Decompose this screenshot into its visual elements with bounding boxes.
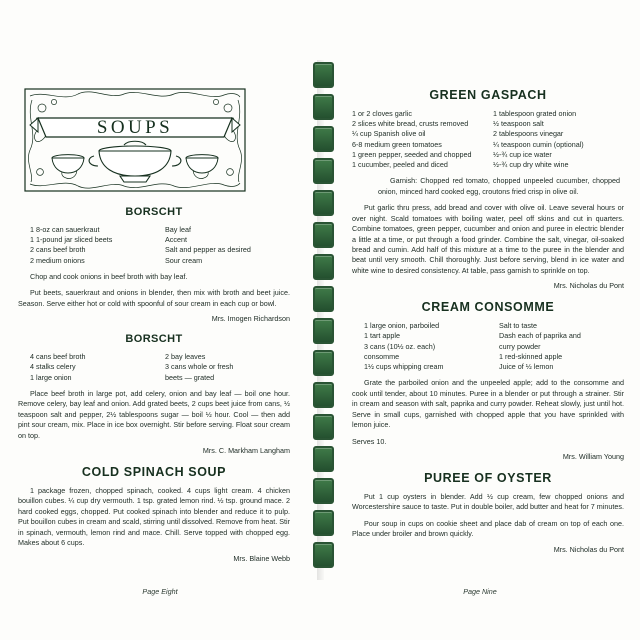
ingredients-column-left xyxy=(30,352,155,383)
recipe-paragraph: Put 1 cup oysters in blender. Add ½ cup cream, few chopped onions and Worcestershire sauce to taste. Put in double boiler, add butter and heat for 7 minutes. xyxy=(352,491,624,512)
recipe-credit: Mrs. Imogen Richardson xyxy=(211,314,290,324)
spiral-binding xyxy=(305,60,335,580)
ingredients-column-left xyxy=(352,109,483,170)
binding-coil xyxy=(313,478,334,504)
ingredient-item: Accent xyxy=(165,235,187,245)
ingredient-item: ½-¾ cup dry white wine xyxy=(493,160,569,170)
binding-coil xyxy=(313,542,334,568)
ingredients-column-right xyxy=(499,321,624,372)
ingredient-item: beets — grated xyxy=(165,372,215,382)
ingredient-item: 1 or 2 cloves garlic xyxy=(352,109,412,118)
recipe-paragraph: 1 package frozen, chopped spinach, cooked. 4 cups light cream. 4 chicken bouillon cubes. ¼ cup dry vermouth. 1 tsp. grated lemon rind. ½ tsp. ground mace. 2 hard cooked eggs, chopped. Put cooked spinach into blender and reduce it to pulp. Put bouillon cubes in cream and scald, stirring until dissolved. Remove from heat. Stir in spinach, vermouth, lemon rind and mace. Chill. Serve topped with chopped egg. Makes about 6 cups. xyxy=(18,486,290,548)
recipe-title: BORSCHT xyxy=(125,206,183,218)
recipe-paragraph: Pour soup in cups on cookie sheet and place dab of cream on top of each one. Place under broiler and brown quickly. xyxy=(352,518,624,539)
ingredient-item: 1 large onion, parboiled xyxy=(364,321,440,331)
recipe-garnish: Garnish: Chopped red tomato, chopped unpeeled cucumber, chopped onion, minced hard cooked egg, croutons fried crisp in olive oil. xyxy=(378,176,620,196)
recipe-paragraph: Put beets, sauerkraut and onions in blender, then mix with broth and beet juice. Season. Serve either hot or cold with spoonful of sour cream in each cup or bowl. xyxy=(18,288,290,308)
ingredient-item: Sour cream xyxy=(165,255,203,265)
recipe-credit: Mrs. Blaine Webb xyxy=(233,553,290,563)
ingredient-item: 1 cucumber, peeled and diced xyxy=(352,160,448,170)
ingredient-item: ½ teaspoon salt xyxy=(493,119,544,129)
soups-banner-illustration xyxy=(24,88,246,192)
ingredient-item: consomme xyxy=(364,351,400,361)
ingredient-item: ¼ cup Spanish olive oil xyxy=(352,129,426,139)
recipe-title: GREEN GASPACH xyxy=(429,88,547,102)
recipe-credit: Mrs. Nicholas du Pont xyxy=(553,281,624,291)
ingredient-item: 1 tart apple xyxy=(364,331,400,341)
ingredient-item: 1 red-skinned apple xyxy=(499,351,563,361)
ingredients-column-right xyxy=(493,109,624,170)
svg-text:SOUPS: SOUPS xyxy=(96,117,174,138)
binding-coil xyxy=(313,350,334,376)
recipe-title: COLD SPINACH SOUP xyxy=(81,465,227,480)
ingredient-item: Dash each of paprika and xyxy=(499,331,581,341)
ingredients-column-right xyxy=(165,225,290,266)
ingredient-columns xyxy=(352,109,624,170)
ingredient-item: 4 cans beef broth xyxy=(30,352,86,362)
recipe-title: PUREE OF OYSTER xyxy=(424,470,552,485)
binding-coil xyxy=(313,382,334,408)
ingredient-item: 3 cans (10½ oz. each) xyxy=(364,341,436,351)
ingredient-item: 1 green pepper, seeded and chopped xyxy=(352,149,472,159)
recipe-credit: Mrs. Nicholas du Pont xyxy=(553,544,624,554)
ingredient-item: 2 tablespoons vinegar xyxy=(493,129,564,139)
ingredient-item: 1 8-oz can sauerkraut xyxy=(30,225,100,234)
right-page-content xyxy=(352,88,624,556)
recipe-paragraph: Chop and cook onions in beef broth with bay leaf. xyxy=(30,271,188,281)
recipe-paragraph: Place beef broth in large pot, add celery, onion and bay leaf — boil one hour. Remove celery, bay leaf and onion. Add grated beets, 2 cups beet juice from cans, ½ teaspoon salt and pepper, 2½ tablespoons sugar — boil ½ hour. Cool — then add pint sour cream, mix. Place in ice box overnight. Stir before serving. Float sour cream on top. xyxy=(18,388,290,440)
ingredient-item: 2 bay leaves xyxy=(165,352,206,362)
left-page-content xyxy=(18,88,290,565)
ingredient-item: 1 1-pound jar sliced beets xyxy=(30,235,113,245)
ingredient-item: Bay leaf xyxy=(165,225,191,234)
ingredient-columns xyxy=(352,321,624,372)
ingredients-column-left xyxy=(364,321,489,372)
ingredients-column-left xyxy=(30,225,155,266)
binding-coil xyxy=(313,414,334,440)
folio-left: Page Eight xyxy=(142,587,178,596)
recipe-title: CREAM CONSOMME xyxy=(421,300,555,315)
binding-coil xyxy=(313,62,334,88)
binding-coil xyxy=(313,254,334,280)
ingredient-item: 1 large onion xyxy=(30,372,72,382)
ingredient-item: ¼ teaspoon cumin (optional) xyxy=(493,139,584,149)
recipe-paragraph: Grate the parboiled onion and the unpeeled apple; add to the consomme and cook until tender, about 10 minutes. Puree in a blender or put through a strainer. Stir in cream and season with salt, paprika and curry powder. Reheat slowly, just until hot. Serve in small cups, garnished with chopped apple that you have sprinkled with lemon juice. xyxy=(352,378,624,430)
ingredient-columns xyxy=(18,352,290,383)
ingredients-column-right xyxy=(165,352,290,383)
binding-coil xyxy=(313,318,334,344)
ingredient-item: 2 medium onions xyxy=(30,255,85,265)
recipe-paragraph: Put garlic thru press, add bread and cover with olive oil. Leave several hours or over night. Scald tomatoes with boiling water, peel off skins and cut in quarters. Combine tomatoes, green pepper, cucumber and onion and puree in electric blender a little at a time, or put through a food grinder. Combine the salt, vinegar, oil-soaked bread and cumin. Add half of this mixture at a time to the puree in the blender and beat until very smooth. Chill thoroughly. Just before serving, blend in ice water and white wine to desired consistency. At table, pass garnish to sprinkle on top. xyxy=(352,203,624,275)
binding-coil xyxy=(313,222,334,248)
binding-coil xyxy=(313,94,334,120)
binding-coil xyxy=(313,446,334,472)
ingredient-item: 4 stalks celery xyxy=(30,362,76,372)
ingredient-columns xyxy=(18,225,290,266)
ingredient-item: 3 cans whole or fresh xyxy=(165,362,234,372)
ingredient-item: Salt and pepper as desired xyxy=(165,245,251,255)
binding-coil xyxy=(313,510,334,536)
ingredient-item: 6-8 medium green tomatoes xyxy=(352,139,442,149)
ingredient-item: Juice of ½ lemon xyxy=(499,362,554,372)
binding-coil xyxy=(313,126,334,152)
ingredient-item: 1½ cups whipping cream xyxy=(364,362,444,372)
ingredient-item: 2 cans beef broth xyxy=(30,245,86,255)
binding-coil xyxy=(313,158,334,184)
ingredient-item: Salt to taste xyxy=(499,321,537,331)
recipe-title: BORSCHT xyxy=(125,333,183,346)
ingredient-item: 2 slices white bread, crusts removed xyxy=(352,119,469,129)
recipe-yield: Serves 10. xyxy=(352,436,387,446)
ingredient-item: curry powder xyxy=(499,341,541,351)
folio-right: Page Nine xyxy=(463,587,497,596)
ingredient-item: ½-¾ cup ice water xyxy=(493,149,552,159)
recipe-credit: Mrs. William Young xyxy=(562,451,624,461)
ingredient-item: 1 tablespoon grated onion xyxy=(493,109,577,118)
recipe-credit: Mrs. C. Markham Langham xyxy=(202,446,290,456)
binding-coil xyxy=(313,286,334,312)
binding-coil xyxy=(313,190,334,216)
